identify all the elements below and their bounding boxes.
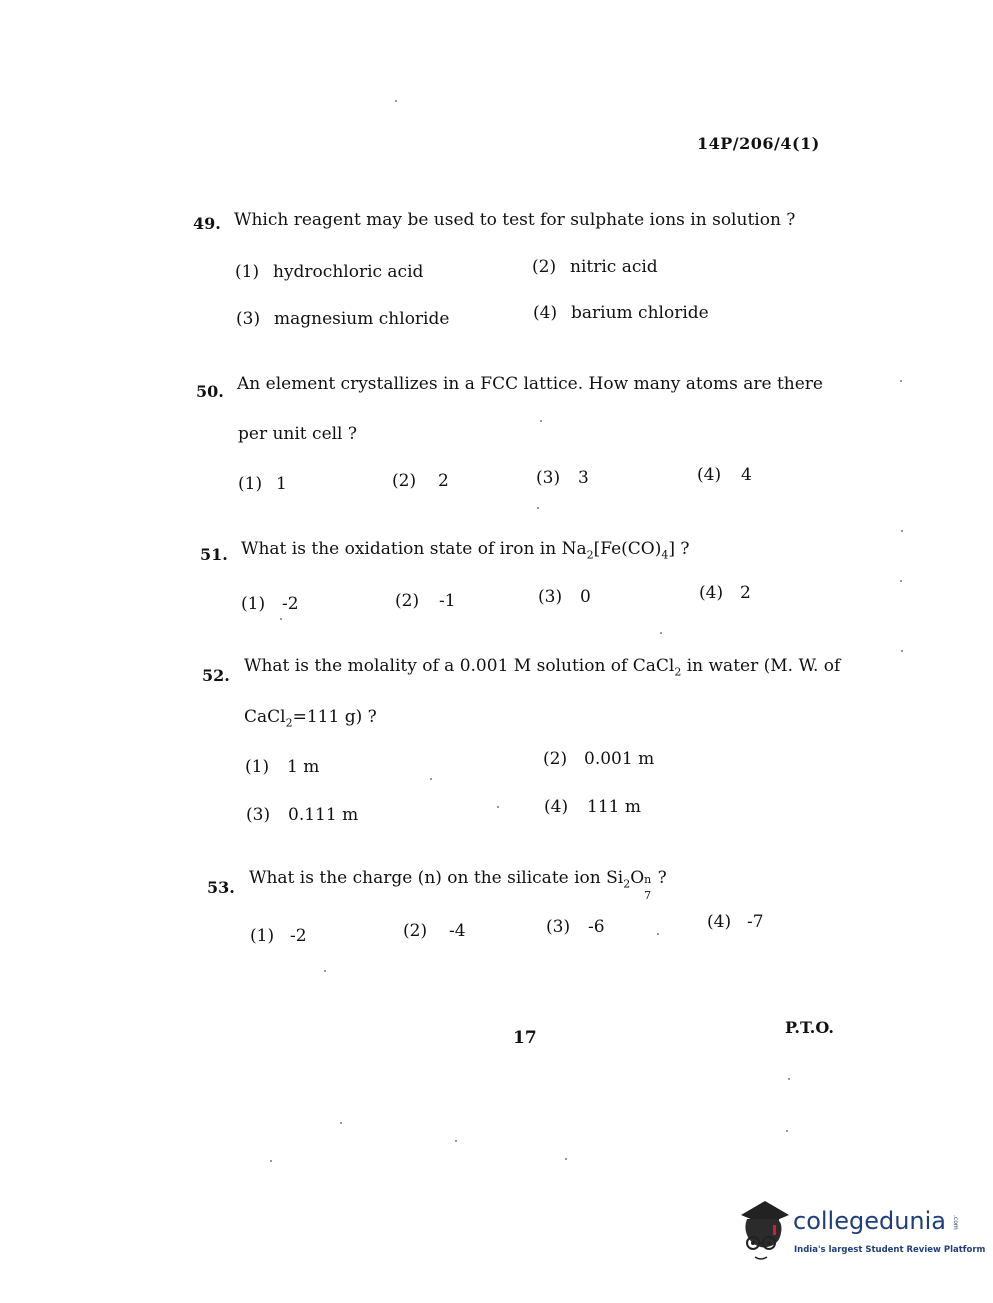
collegedunia-watermark (735, 1195, 986, 1265)
question-52-text-line2: CaCl$_2$=111 g) ? (244, 707, 377, 730)
scan-speck (430, 778, 432, 780)
q53-option-4: (4) -7 (707, 912, 764, 932)
q52-option-2: (2) 0.001 m (543, 749, 655, 769)
q51-option-2: (2) -1 (395, 591, 456, 611)
question-53-number: 53. (207, 878, 235, 897)
scan-speck (540, 420, 542, 422)
q53-option-3: (3) -6 (546, 917, 605, 937)
q49-option-3: (3) magnesium chloride (236, 309, 450, 329)
q52-option-3: (3) 0.111 m (246, 805, 359, 825)
scan-speck (497, 806, 499, 808)
q51-option-4: (4) 2 (699, 583, 751, 603)
question-50-text-line1: An element crystallizes in a FCC lattice. How many atoms are there (237, 374, 823, 394)
q52-option-1: (1) 1 m (245, 757, 320, 777)
scan-speck (901, 650, 903, 652)
q52-option-4: (4) 111 m (544, 797, 641, 817)
q49-option-4: (4) barium chloride (533, 303, 709, 323)
question-51-text: What is the oxidation state of iron in $Na_2[Fe(CO)_4]$ ? (241, 539, 690, 562)
scan-speck (324, 970, 326, 972)
q50-option-1: (1) 1 (238, 474, 287, 494)
q50-option-4: (4) 4 (697, 465, 752, 485)
scan-speck (786, 1130, 788, 1132)
paper-code: 14P/206/4(1) (697, 134, 820, 153)
scan-speck (395, 100, 397, 102)
q50-option-2: (2) 2 (392, 471, 449, 491)
scan-speck (788, 1078, 790, 1080)
scan-speck (565, 1158, 567, 1160)
question-50-text-line2: per unit cell ? (238, 424, 358, 444)
question-51-number: 51. (200, 545, 228, 564)
q49-option-1: (1) hydrochloric acid (235, 262, 424, 282)
q53-option-1: (1) -2 (250, 926, 307, 946)
scan-speck (660, 632, 662, 634)
scan-speck (537, 507, 539, 509)
q53-option-2: (2) -4 (403, 921, 466, 941)
scan-speck (455, 1140, 457, 1142)
question-53-text: What is the charge (n) on the silicate ion $Si_2O$ n 7 ? (249, 868, 667, 902)
logo-name: collegedunia (793, 1207, 947, 1235)
question-49-number: 49. (193, 214, 221, 233)
scan-speck (900, 580, 902, 582)
scan-speck (901, 530, 903, 532)
logo-tagline: India's largest Student Review Platform (794, 1245, 986, 1255)
scan-speck (340, 1122, 342, 1124)
q51-option-3: (3) 0 (538, 587, 591, 607)
question-49-text: Which reagent may be used to test for sulphate ions in solution ? (234, 210, 796, 230)
page-number: 17 (513, 1028, 537, 1048)
mascot-icon (735, 1195, 797, 1263)
question-52-text-line1: What is the molality of a 0.001 M solution of CaCl$_2$ in water (M. W. of (244, 656, 841, 679)
scan-speck (900, 380, 902, 382)
pto-label: P.T.O. (785, 1018, 834, 1037)
scan-speck (657, 933, 659, 935)
q49-option-2: (2) nitric acid (532, 257, 658, 277)
question-52-number: 52. (202, 666, 230, 685)
scan-speck (280, 618, 282, 620)
question-50-number: 50. (196, 382, 224, 401)
q50-option-3: (3) 3 (536, 468, 589, 488)
logo-com: .com (952, 1215, 959, 1230)
scan-speck (270, 1160, 272, 1162)
q51-option-1: (1) -2 (241, 594, 299, 614)
